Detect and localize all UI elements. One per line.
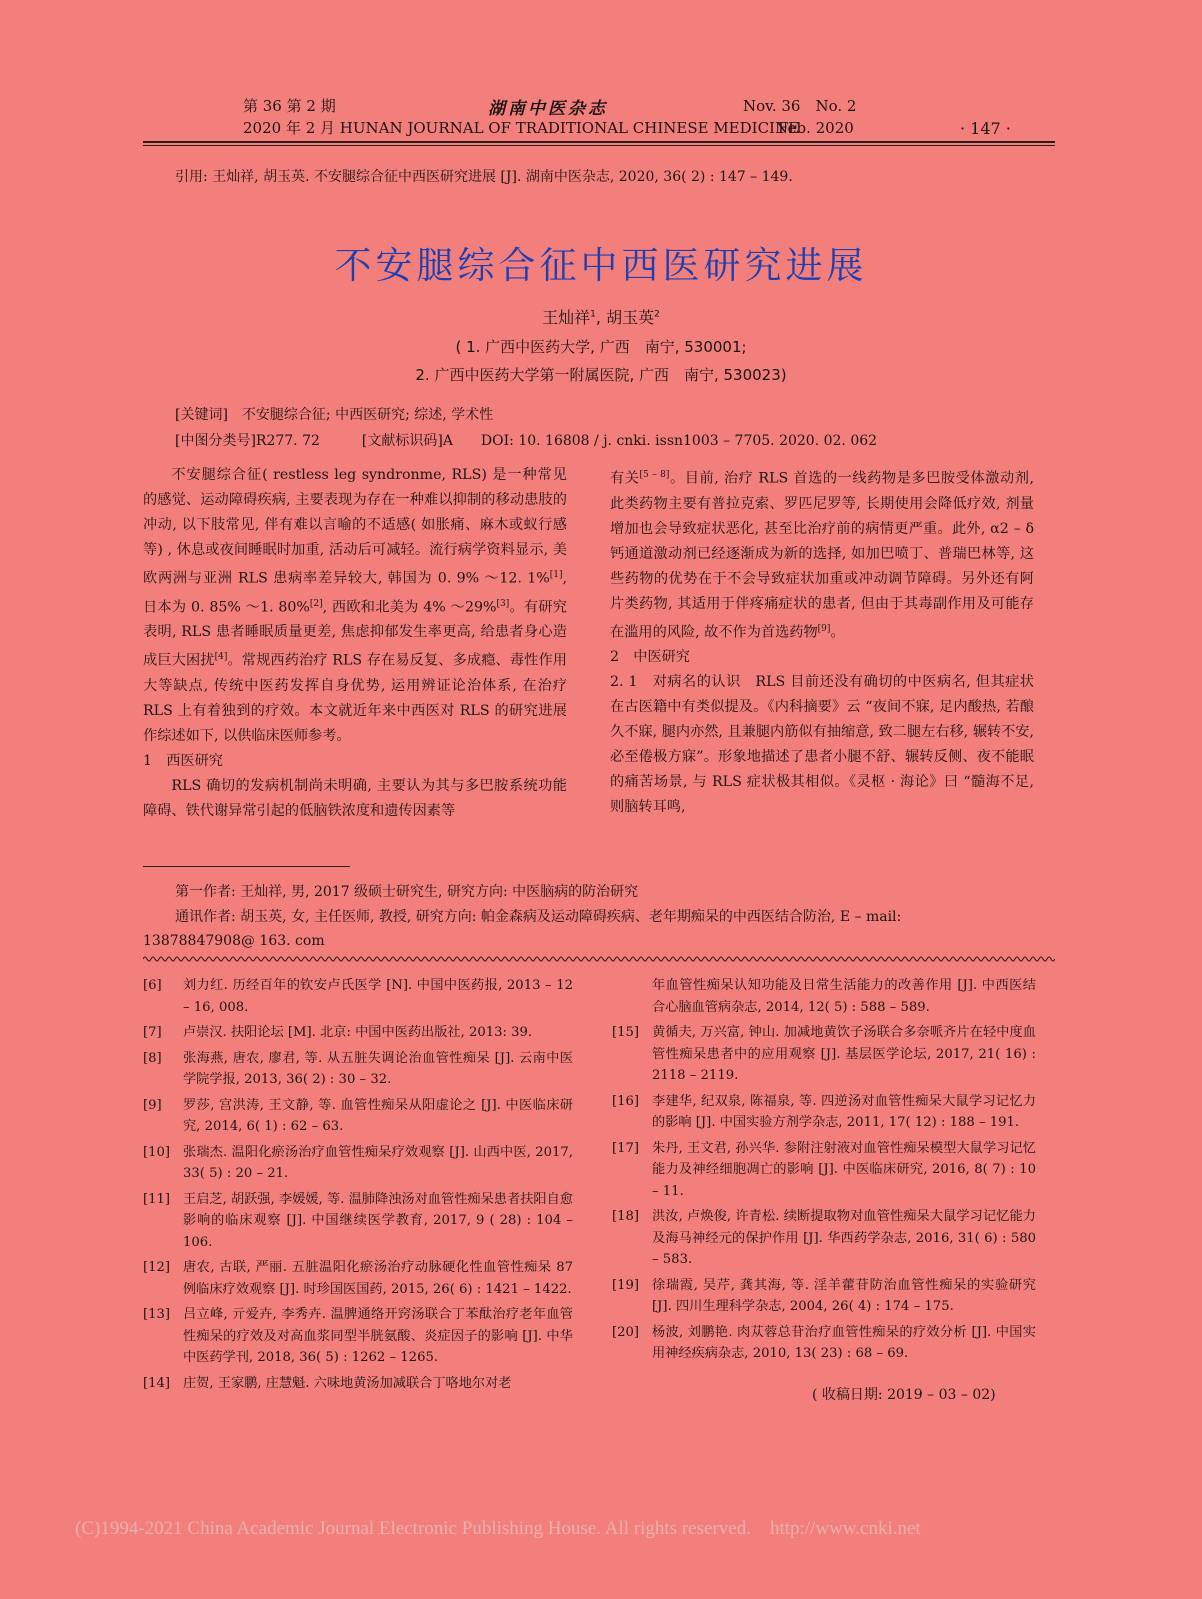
page-number: · 147 · <box>960 119 1011 138</box>
reference-text: 年血管性痴呆认知功能及日常生活能力的改善作用 [J]. 中西医结合心脑血管病杂志, 2014, 12( 5) : 588 – 589. <box>652 978 1036 1015</box>
tcm-paragraph: 2. 1 对病名的认识 RLS 目前还没有确切的中医病名, 但其症状在古医籍中有类似提及。《内科摘要》云 “夜间不寐, 足内酸热, 若酿久不寐, 腿内亦然, 且兼腿内筋似有抽缩意, 致二腿左右移, 辗转不安, 必至倦极方寐”。形象地描述了患者小腿不舒、辗转反侧、夜不能眠的痛苦场景, 与 RLS 症状极其相似。《灵枢 · 海论》曰 “髓海不足, 则脑转耳鸣, <box>610 674 1034 816</box>
reference-text: 徐瑞霞, 吴芹, 龚其海, 等. 淫羊藿苷防治血管性痴呆的实验研究 [J]. 四川生理科学杂志, 2004, 26( 4) : 174 – 175. <box>652 1277 1036 1314</box>
reference-item <box>143 1304 573 1369</box>
reference-item <box>612 975 1036 1018</box>
left-column <box>143 463 567 824</box>
author-2: , 胡玉英 <box>595 308 655 327</box>
reference-text: 张瑞杰. 温阳化瘀汤治疗血管性痴呆疗效观察 [J]. 山西中医, 2017, 33( 5) : 20 – 21. <box>183 1144 573 1181</box>
reference-number: [9] <box>143 1097 162 1113</box>
reference-text: 卢崇汉. 扶阳论坛 [M]. 北京: 中国中医药出版社, 2013: 39. <box>183 1025 533 1040</box>
reference-item <box>612 1322 1036 1365</box>
reference-text: 杨波, 刘鹏艳. 肉苁蓉总苷治疗血管性痴呆的疗效分析 [J]. 中国实用神经疾病杂志, 2010, 13( 23) : 68 – 69. <box>652 1324 1036 1361</box>
reference-text: 张海燕, 唐农, 廖君, 等. 从五脏失调论治血管性痴呆 [J]. 云南中医学院学报, 2013, 36( 2) : 30 – 32. <box>183 1050 573 1087</box>
reference-text: 李建华, 纪双泉, 陈福泉, 等. 四逆汤对血管性痴呆大鼠学习记忆力的影响 [J]. 中国实验方剂学杂志, 2011, 17( 12) : 188 – 191. <box>652 1093 1036 1130</box>
reference-number: [16] <box>612 1093 640 1109</box>
reference-text: 刘力红. 历经百年的钦安卢氏医学 [N]. 中国中医药报, 2013 – 12 – 16, 008. <box>183 978 573 1015</box>
reference-item <box>612 1138 1036 1203</box>
reference-item <box>143 1257 573 1300</box>
header-rule-thin <box>143 145 1055 146</box>
citation-ref: [1] <box>549 570 563 580</box>
reference-item <box>143 1022 573 1044</box>
journal-date-line: 2020 年 2 月 HUNAN JOURNAL OF TRADITIONAL CHINESE MEDICINE <box>243 119 800 137</box>
corresponding-author-note: 通讯作者: 胡玉英, 女, 主任医师, 教授, 研究方向: 帕金森病及运动障碍疾病、老年期痴呆的中西医结合防治, E – mail: <box>175 908 902 925</box>
keywords: [关键词] 不安腿综合征; 中西医研究; 综述, 学术性 <box>175 407 494 423</box>
footnotes <box>143 880 1048 954</box>
reference-number <box>612 975 652 1018</box>
reference-item <box>612 1275 1036 1318</box>
corresponding-email: 13878847908@ 163. com <box>143 933 325 949</box>
reference-number: [11] <box>143 1191 171 1207</box>
reference-number: [6] <box>143 978 162 993</box>
reference-text: 黄循夫, 万兴富, 钟山. 加减地黄饮子汤联合多奈哌齐片在轻中度血管性痴呆患者中的应用观察 [J]. 基层医学论坛, 2017, 21( 16) : 2118 – 2119. <box>652 1025 1036 1083</box>
reference-item <box>143 975 573 1018</box>
issue-number-cn: 第 36 第 2 期 <box>243 97 336 115</box>
reference-item <box>612 1022 1036 1087</box>
reference-item <box>612 1091 1036 1134</box>
reference-number: [19] <box>612 1277 640 1293</box>
classification-doi: [中图分类号]R277. 72 [文献标识码]A DOI: 10. 16808 / j. cnki. issn1003 – 7705. 2020. 02. 062 <box>175 433 878 449</box>
journal-date-en: Feb. 2020 <box>778 119 854 137</box>
issue-number-en: Nov. 36 No. 2 <box>743 97 857 115</box>
reference-number: [18] <box>612 1209 640 1224</box>
reference-text: 王启芝, 胡跃强, 李媛媛, 等. 温肺降浊汤对血管性痴呆患者扶阳自愈影响的临床观察 [J]. 中国继续医学教育, 2017, 9 ( 28) : 104 – 106. <box>183 1191 573 1250</box>
authors <box>0 305 1202 328</box>
references-right <box>612 975 1036 1369</box>
reference-number: [12] <box>143 1260 171 1275</box>
reference-text: 唐农, 古联, 严丽. 五脏温阳化瘀汤治疗动脉硬化性血管性痴呆 87 例临床疗效观察 [J]. 时珍国医国药, 2015, 26( 6) : 1421 – 1422. <box>183 1260 573 1297</box>
western-paragraph: RLS 确切的发病机制尚未明确, 主要认为其与多巴胺系统功能障碍、铁代谢异常引起的低脑铁浓度和遗传因素等 <box>143 778 567 820</box>
received-date: ( 收稿日期: 2019 – 03 – 02) <box>812 1387 996 1403</box>
reference-number: [17] <box>612 1140 640 1156</box>
reference-item <box>143 1048 573 1091</box>
affiliation-2: 2. 广西中医药大学第一附属医院, 广西 南宁, 530023) <box>415 366 787 384</box>
references-left <box>143 975 573 1398</box>
reference-item <box>143 1142 573 1185</box>
copyright-notice: (C)1994-2021 China Academic Journal Electronic Publishing House. All rights reserved. http://www.cnki.net <box>75 1518 921 1539</box>
reference-number: [8] <box>143 1050 162 1066</box>
reference-item <box>143 1373 573 1395</box>
reference-text: 罗莎, 宫洪涛, 王文静, 等. 血管性痴呆从阳虚论之 [J]. 中医临床研究, 2014, 6( 1) : 62 – 63. <box>183 1097 573 1134</box>
reference-text: 庄贺, 王家鹏, 庄慧魁. 六味地黄汤加减联合丁咯地尔对老 <box>183 1375 512 1391</box>
citation: 引用: 王灿祥, 胡玉英. 不安腿综合征中西医研究进展 [J]. 湖南中医杂志, 2020, 36( 2) : 147 – 149. <box>175 169 793 185</box>
citation-ref: [2] <box>309 598 323 609</box>
reference-number: [7] <box>143 1025 162 1040</box>
author-1-affiliation-mark: 1 <box>590 309 596 320</box>
author-1: 王灿祥 <box>542 308 591 327</box>
intro-paragraph: 不安腿综合征( restless leg syndronme, RLS) 是一种常见的感觉、运动障碍疾病, 主要表现为存在一种难以抑制的移动患肢的冲动, 以下肢常见, 伴有难以言喻的不适感( 如胀痛、麻木或蚁行感等) , 休息或夜间睡眠时加重, 活动后可减轻。流行病学资料显示, 美欧两洲与亚洲 RLS 患病率差异较大, 韩国为 0. 9% ～12. 1%[1], 日本为 0. 85% ～1. 80%[2], 西欧和北美为 4% ～29%[3]。有研究表明, RLS 患者睡眠质量更差, 焦虑抑郁发生率更高, 给患者身心造成巨大困扰[4]。常规西药治疗 RLS 存在易反复、多成瘾、毒性作用大等缺点, 传统中医药发挥自身优势, 运用辨证论治体系, 在治疗 RLS 上有着独到的疗效。本文就近年来中西医对 RLS 的研究进展作综述如下, 以供临床医师参考。 <box>143 467 567 745</box>
citation-ref: [5 – 8] <box>639 470 670 480</box>
reference-number: [14] <box>143 1375 171 1391</box>
header-rule <box>143 141 1055 143</box>
affiliation-1: ( 1. 广西中医药大学, 广西 南宁, 530001; <box>455 338 747 356</box>
reference-number: [13] <box>143 1307 171 1322</box>
reference-number: [15] <box>612 1025 640 1040</box>
author-2-affiliation-mark: 2 <box>654 309 660 320</box>
drug-paragraph: 有关[5 – 8]。目前, 治疗 RLS 首选的一线药物是多巴胺受体激动剂, 此类药物主要有普拉克索、罗匹尼罗等, 长期使用会降低疗效, 剂量增加也会导致症状恶化, 甚至比治疗前的病情更严重。此外, α2 – δ 钙通道激动剂已经逐渐成为新的选择, 如加巴喷丁、普瑞巴林等, 这些药物的优势在于不会导致症状加重或冲动调节障碍。另外还有阿片类药物, 其适用于伴疼痛症状的患者, 但由于其毒副作用及可能存在滥用的风险, 故不作为首选药物[9]。 <box>610 470 1034 641</box>
citation-ref: [3] <box>496 598 510 609</box>
section-heading-tcm: 2 中医研究 <box>610 649 690 666</box>
footnote-divider <box>143 866 350 867</box>
wavy-divider <box>143 955 1055 963</box>
section-heading-western: 1 西医研究 <box>143 753 223 770</box>
right-column <box>610 463 1034 820</box>
reference-text: 朱丹, 王文君, 孙兴华. 参附注射液对血管性痴呆模型大鼠学习记忆能力及神经细胞凋亡的影响 [J]. 中医临床研究, 2016, 8( 7) : 10 – 11. <box>652 1140 1036 1199</box>
reference-item <box>612 1206 1036 1271</box>
reference-number: [10] <box>143 1144 171 1160</box>
first-author-note: 第一作者: 王灿祥, 男, 2017 级硕士研究生, 研究方向: 中医脑病的防治研究 <box>175 884 639 900</box>
reference-item <box>143 1189 573 1254</box>
reference-text: 洪汝, 卢焕俊, 许青松. 续断提取物对血管性痴呆大鼠学习记忆能力及海马神经元的保护作用 [J]. 华西药学杂志, 2016, 31( 6) : 580 – 583. <box>652 1209 1036 1267</box>
citation-ref: [9] <box>817 623 831 634</box>
journal-logo: 湖南中医杂志 <box>488 99 608 119</box>
reference-text: 吕立峰, 亓爱卉, 李秀卉. 温脾通络开窍汤联合丁苯酞治疗老年血管性痴呆的疗效及对高血浆同型半胱氨酸、炎症因子的影响 [J]. 中华中医药学刊, 2018, 36( 5) : 1262 – 1265. <box>183 1307 573 1365</box>
article-title: 不安腿综合征中西医研究进展 <box>334 244 868 287</box>
reference-number: [20] <box>612 1324 640 1340</box>
reference-item <box>143 1095 573 1138</box>
citation-ref: [4] <box>214 652 228 663</box>
